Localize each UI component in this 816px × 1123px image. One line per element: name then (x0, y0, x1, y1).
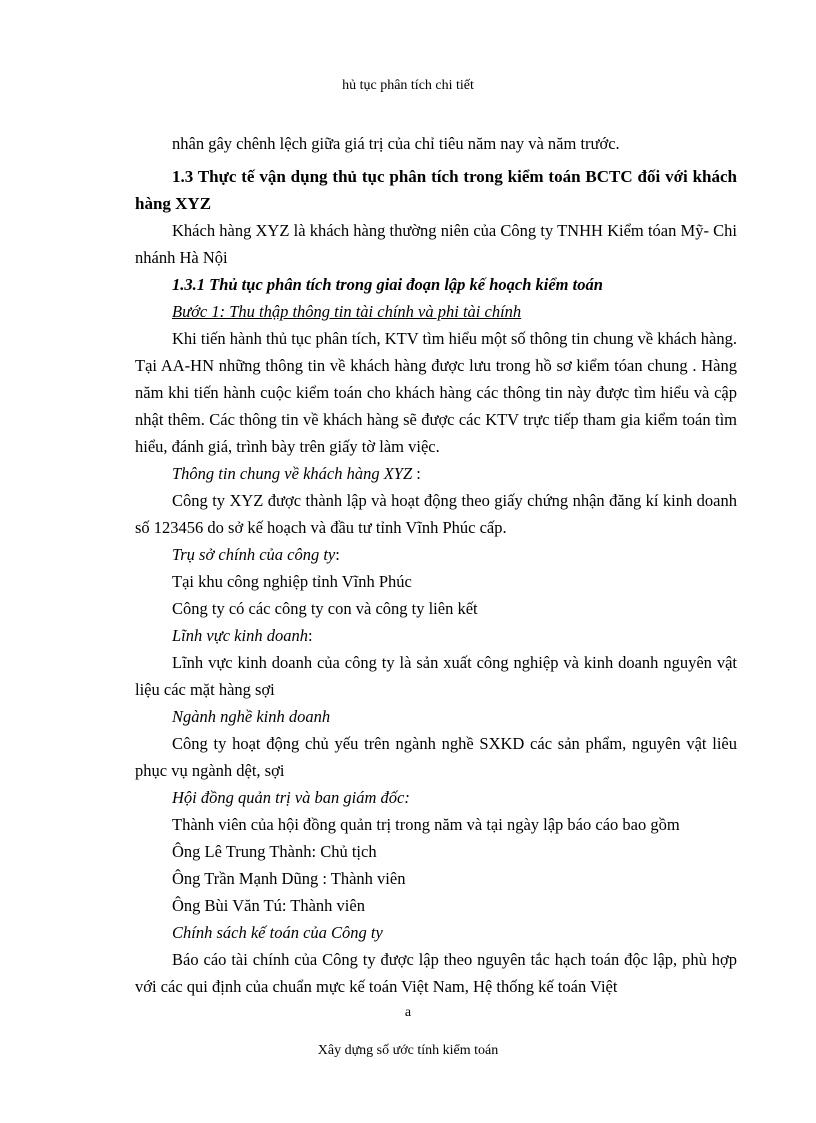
step-1-line (135, 298, 737, 325)
hq-label: Trụ sở chính của công ty (172, 545, 336, 564)
general-info-line (135, 460, 737, 487)
paragraph-accounting-policy: Báo cáo tài chính của Công ty được lập theo nguyên tắc hạch toán độc lập, phù hợp với các qui định của chuẩn mực kế toán Việt Nam, Hệ thống kế toán Việt (135, 950, 737, 996)
paragraph-business-field: Lĩnh vực kinh doanh của công ty là sản xuất công nghiệp và kinh doanh nguyên vật liệu các mặt hàng sợi (135, 653, 737, 699)
hq-value: Tại khu công nghiệp tỉnh Vĩnh Phúc (172, 572, 412, 591)
paragraph-client-intro: Khách hàng XYZ là khách hàng thường niên của Công ty TNHH Kiểm tóan Mỹ- Chi nhánh Hà Nội (135, 221, 737, 267)
page-body (135, 130, 737, 1000)
industry-label: Ngành nghề kinh doanh (172, 707, 331, 726)
paragraph-continuation: nhân gây chênh lệch giữa giá trị của chỉ tiêu năm nay và năm trước. (172, 134, 620, 153)
field-colon: : (307, 626, 313, 645)
field-label: Lĩnh vực kinh doanh (172, 626, 308, 645)
running-header: hủ tục phân tích chi tiết (342, 78, 474, 93)
general-info-label: Thông tin chung về khách hàng XYZ (172, 464, 413, 483)
paragraph-registration: Công ty XYZ được thành lập và hoạt động theo giấy chứng nhận đăng kí kinh doanh số 123456 do sở kế hoạch và đầu tư tỉnh Vĩnh Phúc cấp. (135, 491, 737, 537)
field-line (135, 622, 737, 649)
policy-label: Chính sách kế toán của Công ty (172, 923, 383, 942)
paragraph-industry: Công ty hoạt động chủ yếu trên ngành nghề SXKD các sản phẩm, nguyên vật liêu phục vụ ngành dệt, sợi (135, 734, 737, 780)
board-member: Ông Lê Trung Thành: Chủ tịch (172, 842, 377, 861)
subsidiaries-line: Công ty có các công ty con và công ty liên kết (172, 599, 478, 618)
paragraph-info-gathering: Khi tiến hành thủ tục phân tích, KTV tìm hiểu một số thông tin chung về khách hàng. Tại AA-HN những thông tin về khách hàng được lưu trong hồ sơ kiểm tóan chung . Hàng năm khi tiến hành cuộc kiểm toán cho khách hàng các thông tin này được tìm hiểu và cập nhật thêm. Các thông tin về khách hàng sẽ được các KTV trực tiếp tham gia kiểm toán tìm hiểu, đánh giá, trình bày trên giấy tờ làm việc. (135, 329, 737, 456)
board-member: Ông Trần Mạnh Dũng : Thành viên (172, 869, 406, 888)
hq-line (135, 541, 737, 568)
board-label: Hội đồng quản trị và ban giám đốc: (172, 788, 410, 807)
running-footer: Xây dựng số ước tính kiểm toán (317, 1043, 499, 1058)
hq-colon: : (335, 545, 340, 564)
board-member: Ông Bùi Văn Tú: Thành viên (172, 896, 365, 915)
subsection-heading: 1.3.1 Thủ tục phân tích trong giai đoạn lập kế hoạch kiểm toán (172, 275, 603, 294)
section-heading: 1.3 Thực tế vận dụng thủ tục phân tích trong kiểm toán BCTC đối với khách hàng XYZ (135, 167, 737, 213)
step-1-heading: Bước 1: Thu thập thông tin tài chính và phi tài chính (172, 302, 522, 321)
general-info-colon: : (416, 464, 421, 483)
footer-mark: a (404, 1005, 412, 1020)
board-intro: Thành viên của hội đồng quản trị trong năm và tại ngày lập báo cáo bao gồm (172, 815, 680, 834)
